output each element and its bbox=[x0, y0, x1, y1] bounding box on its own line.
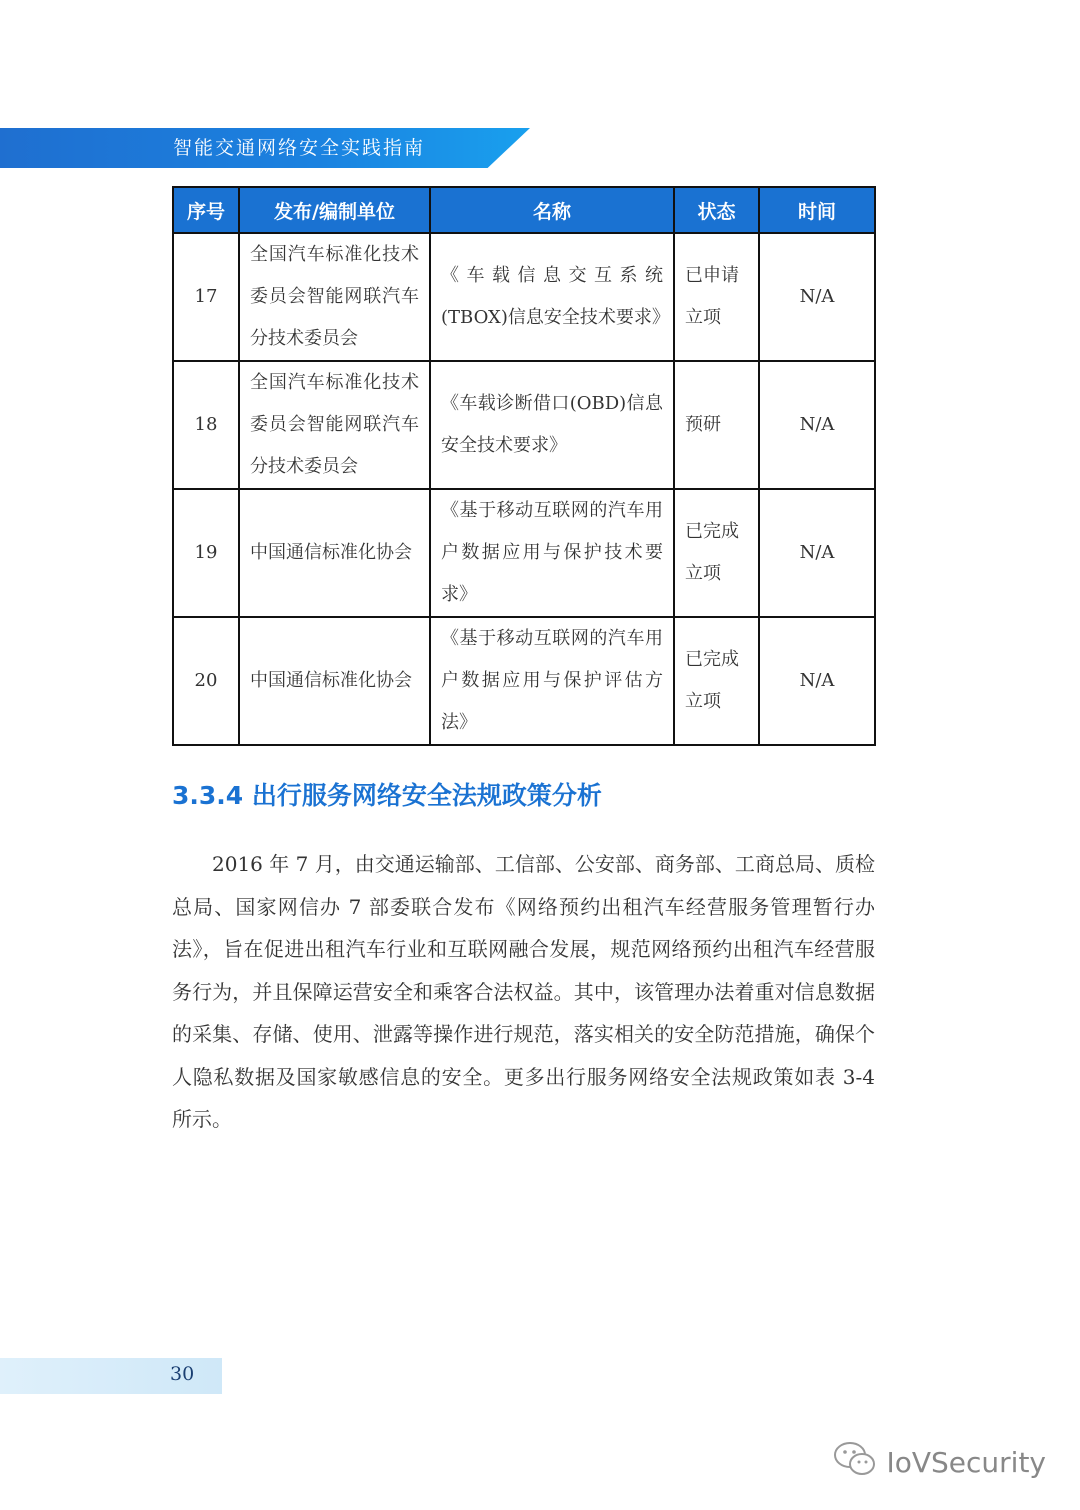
cell-status: 已申请立项 bbox=[674, 233, 759, 361]
column-header-org: 发布/编制单位 bbox=[239, 187, 430, 233]
cell-no: 20 bbox=[173, 617, 239, 745]
table-header-row bbox=[173, 187, 875, 233]
cell-org: 全国汽车标准化技术委员会智能网联汽车分技术委员会 bbox=[239, 233, 430, 361]
watermark bbox=[832, 1440, 1046, 1485]
cell-status: 预研 bbox=[674, 361, 759, 489]
cell-status: 已完成立项 bbox=[674, 489, 759, 617]
cell-name: 《基于移动互联网的汽车用户数据应用与保护评估方法》 bbox=[430, 617, 674, 745]
cell-org: 全国汽车标准化技术委员会智能网联汽车分技术委员会 bbox=[239, 361, 430, 489]
column-header-time: 时间 bbox=[759, 187, 875, 233]
cell-org: 中国通信标准化协会 bbox=[239, 489, 430, 617]
column-header-no: 序号 bbox=[173, 187, 239, 233]
column-header-name: 名称 bbox=[430, 187, 674, 233]
cell-time: N/A bbox=[759, 233, 875, 361]
table-row bbox=[173, 617, 875, 745]
section-heading: 3.3.4 出行服务网络安全法规政策分析 bbox=[172, 781, 602, 810]
cell-no: 19 bbox=[173, 489, 239, 617]
table-row bbox=[173, 489, 875, 617]
cell-no: 18 bbox=[173, 361, 239, 489]
running-header-title: 智能交通网络安全实践指南 bbox=[173, 137, 426, 159]
standards-table bbox=[172, 186, 876, 746]
column-header-status: 状态 bbox=[674, 187, 759, 233]
wechat-icon bbox=[832, 1440, 878, 1485]
cell-status: 已完成立项 bbox=[674, 617, 759, 745]
table-row bbox=[173, 361, 875, 489]
cell-org: 中国通信标准化协会 bbox=[239, 617, 430, 745]
cell-name: 《车载诊断借口(OBD)信息安全技术要求》 bbox=[430, 361, 674, 489]
cell-time: N/A bbox=[759, 617, 875, 745]
cell-time: N/A bbox=[759, 361, 875, 489]
body-paragraph: 2016 年 7 月，由交通运输部、工信部、公安部、商务部、工商总局、质检总局、国家网信办 7 部委联合发布《网络预约出租汽车经营服务管理暂行办法》，旨在促进出租汽车行业和互联网融合发展，规范网络预约出租汽车经营服务行为，并且保障运营安全和乘客合法权益。其中，该管理办法着重对信息数据的采集、存储、使用、泄露等操作进行规范，落实相关的安全防范措施，确保个人隐私数据及国家敏感信息的安全。更多出行服务网络安全法规政策如表 3-4 所示。 bbox=[172, 852, 875, 1131]
page-number: 30 bbox=[170, 1363, 195, 1385]
cell-time: N/A bbox=[759, 489, 875, 617]
cell-no: 17 bbox=[173, 233, 239, 361]
table-row bbox=[173, 233, 875, 361]
watermark-text: IoVSecurity bbox=[886, 1446, 1046, 1479]
cell-name: 《车载信息交互系统(TBOX)信息安全技术要求》 bbox=[430, 233, 674, 361]
cell-name: 《基于移动互联网的汽车用户数据应用与保护技术要求》 bbox=[430, 489, 674, 617]
